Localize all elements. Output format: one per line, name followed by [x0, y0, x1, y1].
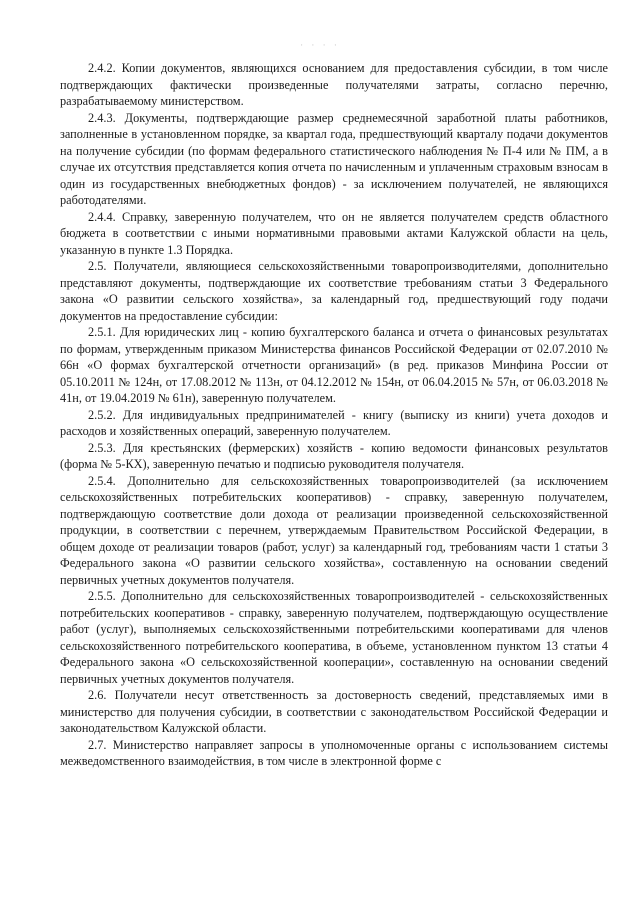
paragraph-2-5-1: 2.5.1. Для юридических лиц - копию бухгалтерского баланса и отчета о финансовых результатах по формам, утвержденным приказом Министерства финансов Российской Федерации от 02.07.2010 № 66н «О формах бухгалтерской отчетности организаций» (в ред. приказов Минфина России от 05.10.2011 № 124н, от 17.08.2012 № 113н, от 04.12.2012 № 154н, от 06.04.2015 № 57н, от 06.03.2018 № 41н, от 19.04.2019 № 61н), заверенную получателем. — [60, 325, 608, 405]
paragraph-2-5-3: 2.5.3. Для крестьянских (фермерских) хозяйств - копию ведомости финансовых результатов (форма № 5-КХ), заверенную печатью и подписью руководителя получателя. — [60, 440, 608, 471]
page-marker: · · · · — [300, 40, 340, 50]
paragraph-2-5-4: 2.5.4. Дополнительно для сельскохозяйственных товаропроизводителей (за исключением сельскохозяйственных потребительских кооперативов) - справку, заверенную получателем, подтверждающую соответствие доли дохода от реализации произведенной сельскохозяйственной продукции, в соответствии с перечнем, утверждаемым Правительством Российской Федерации, в общем доходе от реализации товаров (работ, услуг) за календарный год, требованиям части 1 статьи 3 Федерального закона «О развитии сельского хозяйства», составленную на основании сведений первичных учетных документов получателя. — [60, 473, 608, 587]
document-body — [60, 60, 608, 770]
paragraph-2-5: 2.5. Получатели, являющиеся сельскохозяйственными товаропроизводителями, дополнительно представляют документы, подтверждающие их соответствие требованиям статьи 3 Федерального закона «О развитии сельского хозяйства», за календарный год, предшествующий году подачи документов на предоставление субсидии: — [60, 259, 608, 323]
paragraph-2-6: 2.6. Получатели несут ответственность за достоверность сведений, представляемых ими в министерство для получения субсидии, в соответствии с законодательством Российской Федерации и законодательством Калужской области. — [60, 688, 608, 735]
paragraph-2-4-3: 2.4.3. Документы, подтверждающие размер среднемесячной заработной платы работников, заполненные в установленном порядке, за квартал года, предшествующий кварталу подачи документов на получение субсидии (по формам федерального статистического наблюдения № П-4 или № ПМ, а в случае их отсутствия представляется копия отчета по начисленным и уплаченным страховым взносам в один из государственных внебюджетных фондов) - за исключением получателей, не являющихся работодателями. — [60, 110, 608, 207]
paragraph-2-4-2: 2.4.2. Копии документов, являющихся основанием для предоставления субсидии, в том числе подтверждающих фактически произведенные получателями затраты, согласно перечню, разрабатываемому министерством. — [60, 61, 608, 108]
paragraph-2-4-4: 2.4.4. Справку, заверенную получателем, что он не является получателем средств областного бюджета в соответствии с иными нормативными правовыми актами Калужской области на цель, указанную в пункте 1.3 Порядка. — [60, 209, 608, 257]
paragraph-2-5-2: 2.5.2. Для индивидуальных предпринимателей - книгу (выписку из книги) учета доходов и расходов и хозяйственных операций, заверенную получателем. — [60, 407, 608, 438]
paragraph-2-5-5: 2.5.5. Дополнительно для сельскохозяйственных товаропроизводителей - сельскохозяйственных потребительских кооперативов - справку, заверенную получателем, подтверждающую осуществление работ (услуг), выполняемых сельскохозяйственными потребительскими кооперативами для членов сельскохозяйственного потребительского кооператива, в объеме, установленном пунктом 13 статьи 4 Федерального закона «О сельскохозяйственной кооперации», составленную на основании сведений первичных учетных документов получателя. — [60, 589, 608, 686]
paragraph-2-7: 2.7. Министерство направляет запросы в уполномоченные органы с использованием системы межведомственного взаимодействия, в том числе в электронной форме с — [60, 737, 608, 768]
